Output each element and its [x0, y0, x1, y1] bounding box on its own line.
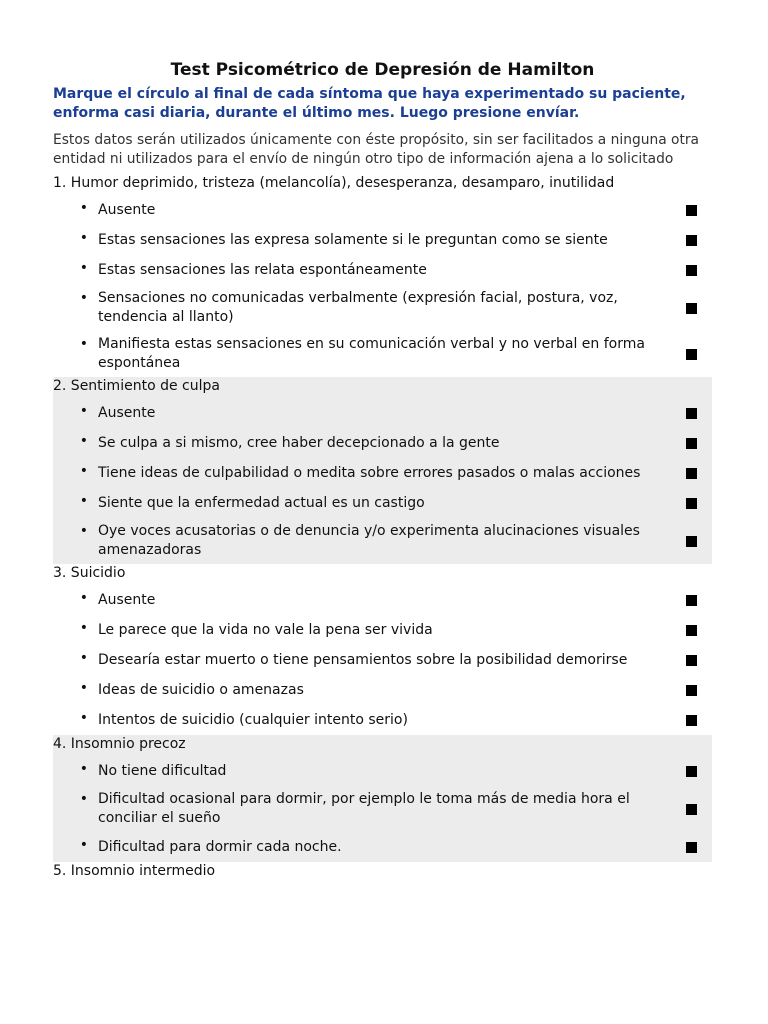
bullet-icon: •: [79, 200, 88, 216]
option-label: Ausente: [98, 201, 156, 218]
option-item: [53, 398, 712, 428]
bullet-icon: •: [79, 680, 88, 696]
option-label: Estas sensaciones las expresa solamente si le preguntan como se siente: [98, 231, 608, 248]
option-item: [53, 458, 712, 488]
option-item: [53, 585, 712, 615]
option-label: Ausente: [98, 591, 156, 608]
disclaimer-text: Estos datos serán utilizados únicamente con éste propósito, sin ser facilitados a ninguna otra entidad ni utilizados para el envío de ningún otro tipo de información ajena a lo solicitado: [53, 132, 700, 167]
option-label: Siente que la enfermedad actual es un castigo: [98, 494, 425, 511]
bullet-icon: •: [79, 493, 88, 509]
option-label: Ideas de suicidio o amenazas: [98, 681, 304, 698]
option-label: Manifiesta estas sensaciones en su comunicación verbal y no verbal en forma espontánea: [98, 336, 645, 371]
question-label: 2. Sentimiento de culpa: [53, 378, 220, 394]
question-label: 3. Suicidio: [53, 565, 126, 581]
bullet-icon: •: [79, 650, 88, 666]
option-checkbox[interactable]: [686, 685, 697, 696]
option-item: [53, 225, 712, 255]
instructions-text: Marque el círculo al final de cada síntoma que haya experimentado su paciente, enforma casi diaria, durante el último mes. Luego presione envíar.: [53, 86, 686, 121]
option-item: [53, 675, 712, 705]
bullet-icon: •: [79, 336, 88, 352]
option-checkbox[interactable]: [686, 235, 697, 246]
option-list: [53, 195, 712, 377]
option-checkbox[interactable]: [686, 715, 697, 726]
option-checkbox[interactable]: [686, 655, 697, 666]
option-label: Ausente: [98, 404, 156, 421]
option-checkbox[interactable]: [686, 842, 697, 853]
option-checkbox[interactable]: [686, 303, 697, 314]
bullet-icon: •: [79, 791, 88, 807]
bullet-icon: •: [79, 260, 88, 276]
bullet-icon: •: [79, 761, 88, 777]
option-checkbox[interactable]: [686, 804, 697, 815]
option-item: [53, 786, 712, 832]
question-3: [53, 564, 712, 735]
option-label: Sensaciones no comunicadas verbalmente (expresión facial, postura, voz, tendencia al llanto): [98, 290, 618, 325]
option-item: [53, 645, 712, 675]
option-checkbox[interactable]: [686, 265, 697, 276]
option-checkbox[interactable]: [686, 625, 697, 636]
bullet-icon: •: [79, 620, 88, 636]
option-item: [53, 832, 712, 862]
option-checkbox[interactable]: [686, 536, 697, 547]
option-checkbox[interactable]: [686, 766, 697, 777]
option-list: [53, 756, 712, 862]
option-label: Le parece que la vida no vale la pena ser vivida: [98, 621, 433, 638]
bullet-icon: •: [79, 230, 88, 246]
option-checkbox[interactable]: [686, 349, 697, 360]
option-label: Tiene ideas de culpabilidad o medita sobre errores pasados o malas acciones: [98, 464, 641, 481]
option-label: Dificultad para dormir cada noche.: [98, 838, 342, 855]
question-label: 5. Insomnio intermedio: [53, 863, 216, 879]
option-item: [53, 518, 712, 564]
option-item: [53, 285, 712, 331]
page-title: Test Psicométrico de Depresión de Hamilton: [170, 60, 595, 80]
bullet-icon: •: [79, 837, 88, 853]
option-item: [53, 615, 712, 645]
bullet-icon: •: [79, 403, 88, 419]
question-4: [53, 735, 712, 862]
bullet-icon: •: [79, 523, 88, 539]
option-list: [53, 585, 712, 735]
option-item: [53, 705, 712, 735]
bullet-icon: •: [79, 590, 88, 606]
option-item: [53, 428, 712, 458]
option-checkbox[interactable]: [686, 468, 697, 479]
option-label: Oye voces acusatorias o de denuncia y/o experimenta alucinaciones visuales amenazadoras: [98, 523, 640, 558]
option-checkbox[interactable]: [686, 438, 697, 449]
option-checkbox[interactable]: [686, 498, 697, 509]
option-label: Dificultad ocasional para dormir, por ejemplo le toma más de media hora el conciliar el sueño: [98, 791, 630, 826]
option-label: Se culpa a si mismo, cree haber decepcionado a la gente: [98, 434, 500, 451]
test-page: [53, 58, 712, 883]
option-list: [53, 398, 712, 564]
bullet-icon: •: [79, 463, 88, 479]
option-checkbox[interactable]: [686, 205, 697, 216]
question-5: [53, 862, 712, 883]
option-label: No tiene dificultad: [98, 762, 227, 779]
option-item: [53, 756, 712, 786]
option-item: [53, 331, 712, 377]
option-item: [53, 488, 712, 518]
question-label: 1. Humor deprimido, tristeza (melancolía), desesperanza, desamparo, inutilidad: [53, 175, 615, 191]
bullet-icon: •: [79, 710, 88, 726]
option-checkbox[interactable]: [686, 595, 697, 606]
option-item: [53, 195, 712, 225]
option-item: [53, 255, 712, 285]
option-label: Estas sensaciones las relata espontáneamente: [98, 261, 427, 278]
question-1: [53, 174, 712, 377]
bullet-icon: •: [79, 290, 88, 306]
question-label: 4. Insomnio precoz: [53, 736, 186, 752]
option-label: Intentos de suicidio (cualquier intento serio): [98, 711, 408, 728]
bullet-icon: •: [79, 433, 88, 449]
question-2: [53, 377, 712, 564]
option-label: Desearía estar muerto o tiene pensamientos sobre la posibilidad demorirse: [98, 651, 628, 668]
option-checkbox[interactable]: [686, 408, 697, 419]
